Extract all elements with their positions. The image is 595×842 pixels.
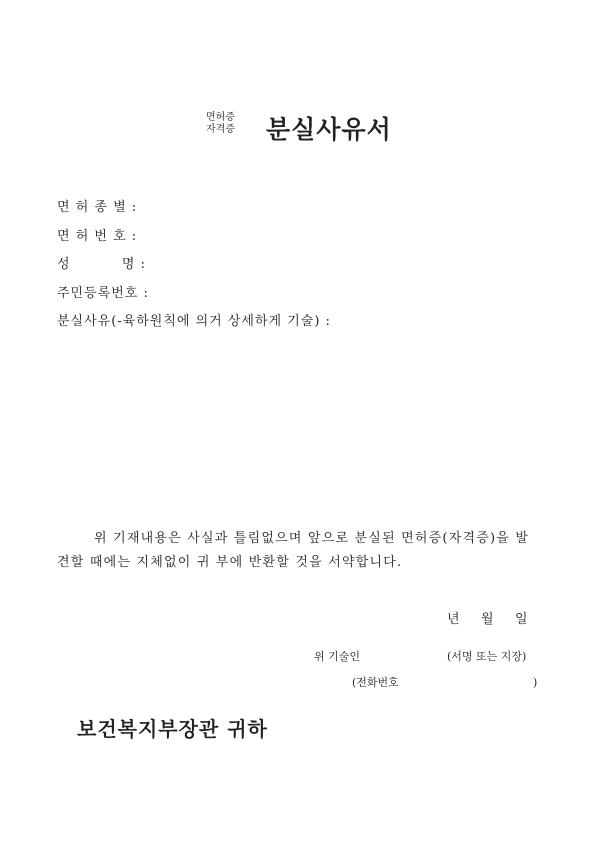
loss-reason-label: 분실사유(-육하원칙에 의거 상세하게 기술) : xyxy=(57,314,331,329)
pledge-line2: 견할 때에는 지체없이 귀 부에 반환할 것을 서약합니다. xyxy=(57,555,403,570)
pledge-line1: 위 기재내용은 사실과 틀림없으며 앞으로 분실된 면허증(자격증)을 발 xyxy=(94,531,530,546)
doc-type-line2: 자격증 xyxy=(206,124,235,135)
license-type-label: 면 허 종 별 : xyxy=(57,200,138,215)
name-label: 성 명 : xyxy=(57,257,146,272)
resident-number-label: 주민등록번호 : xyxy=(57,286,149,301)
page-title: 분실사유서 xyxy=(266,115,392,144)
phone-open: (전화번호 xyxy=(352,676,399,689)
sign-label: (서명 또는 지장) xyxy=(447,650,527,663)
doc-type-line1: 면허증 xyxy=(206,112,235,123)
phone-close: ) xyxy=(533,676,538,689)
date-year: 년 xyxy=(447,612,461,627)
license-number-label: 면 허 번 호 : xyxy=(57,229,138,244)
declarant-label: 위 기술인 xyxy=(314,650,361,663)
addressee: 보건복지부장관 귀하 xyxy=(77,717,268,741)
date-month: 월 xyxy=(481,612,495,627)
date-day: 일 xyxy=(515,612,529,627)
